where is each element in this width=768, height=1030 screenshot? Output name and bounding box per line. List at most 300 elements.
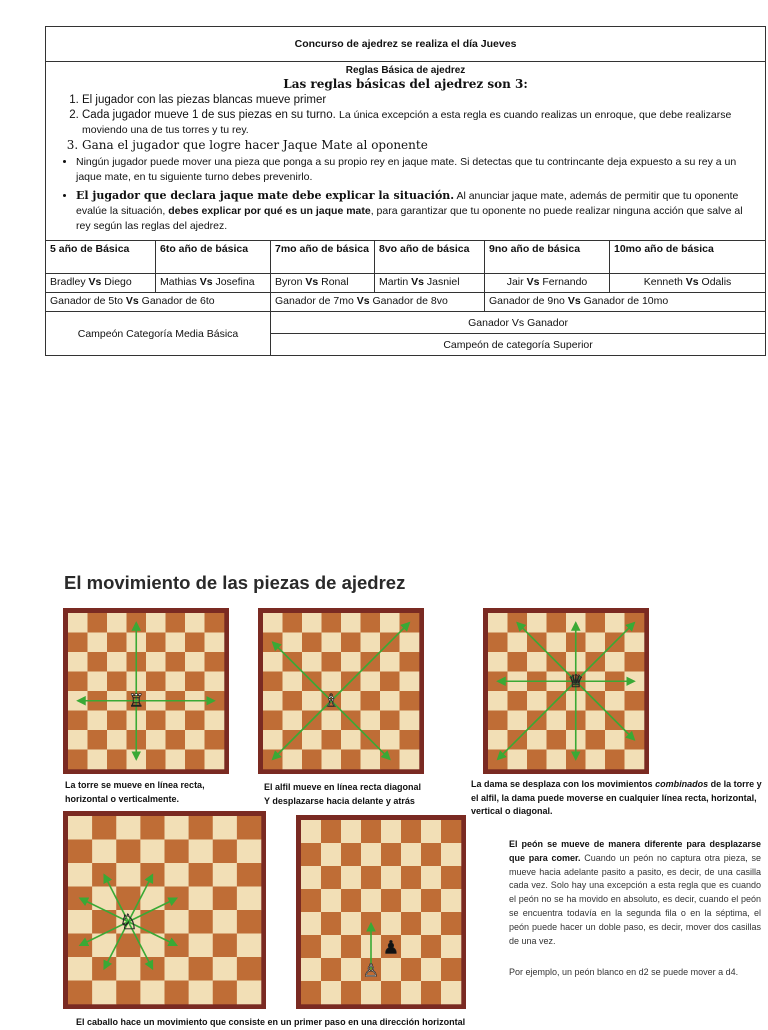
board-square — [401, 912, 421, 935]
bishop-caption-line1: El alfil mueve en línea recta diagonal — [264, 782, 422, 792]
rule-1: 1. El jugador con las piezas blancas mueve primer — [82, 93, 759, 108]
board-square — [421, 843, 441, 866]
board-square — [488, 711, 508, 731]
board-square — [547, 750, 567, 770]
board-square — [213, 910, 237, 934]
board-square — [625, 750, 645, 770]
board-square — [508, 633, 528, 653]
board-square — [263, 652, 283, 672]
board-square — [508, 652, 528, 672]
champion-middle-cell: Campeón Categoría Media Básica — [46, 312, 271, 356]
board-square — [380, 730, 400, 750]
board-square — [165, 981, 189, 1005]
board-square — [341, 866, 361, 889]
board-square — [165, 910, 189, 934]
board-square — [213, 887, 237, 911]
board-square — [381, 820, 401, 843]
board-square — [547, 633, 567, 653]
board-square — [88, 730, 108, 750]
final-match-cell: Ganador de 7mo Vs Ganador de 8vo — [271, 293, 485, 312]
board-square — [213, 934, 237, 958]
knight-caption: El caballo hace un movimiento que consiste en un primer paso en una dirección horizontal — [76, 1017, 466, 1027]
note-2-b: debes explicar por qué es un jaque mate — [168, 205, 371, 217]
white-bishop-icon: ♗ — [323, 691, 340, 712]
board-square — [166, 613, 186, 633]
board-square — [302, 633, 322, 653]
board-square — [237, 863, 261, 887]
board-square — [189, 863, 213, 887]
board-square — [189, 840, 213, 864]
board-square — [68, 840, 92, 864]
grade-header: 7mo año de básica — [271, 241, 375, 274]
board-square — [165, 934, 189, 958]
board-square — [116, 957, 140, 981]
board-square — [237, 957, 261, 981]
board-square — [185, 750, 205, 770]
board-square — [88, 672, 108, 692]
board-square — [322, 652, 342, 672]
board-square — [421, 981, 441, 1004]
board-square — [88, 633, 108, 653]
board-square — [140, 957, 164, 981]
board-square — [321, 889, 341, 912]
board-square — [205, 613, 225, 633]
board-square — [321, 820, 341, 843]
board-square — [508, 711, 528, 731]
board-square — [213, 957, 237, 981]
board-square — [586, 750, 606, 770]
board-square — [237, 910, 261, 934]
board-square — [341, 981, 361, 1004]
board-square — [116, 840, 140, 864]
winner-vs-winner-cell: Ganador Vs Ganador — [271, 312, 766, 334]
board-square — [421, 912, 441, 935]
board-square — [116, 863, 140, 887]
board-square — [321, 981, 341, 1004]
board-square — [341, 935, 361, 958]
board-square — [301, 981, 321, 1004]
board-square — [441, 935, 461, 958]
board-square — [341, 912, 361, 935]
match-cell: Martin Vs Jasniel — [375, 274, 485, 293]
board-square — [421, 935, 441, 958]
board-square — [381, 981, 401, 1004]
board-square — [237, 840, 261, 864]
grade-header: 8vo año de básica — [375, 241, 485, 274]
board-square — [205, 672, 225, 692]
board-square — [625, 633, 645, 653]
board-square — [166, 672, 186, 692]
match-cell: Kenneth Vs Odalis — [610, 274, 766, 293]
board-square — [322, 613, 342, 633]
board-square — [301, 843, 321, 866]
board-square — [527, 613, 547, 633]
board-square — [586, 711, 606, 731]
page-title: Concurso de ajedrez se realiza el día Jueves — [46, 27, 766, 62]
board-square — [166, 750, 186, 770]
board-square — [185, 672, 205, 692]
rook-board — [63, 608, 229, 774]
bishop-board — [258, 608, 424, 774]
board-square — [92, 981, 116, 1005]
board-square — [380, 711, 400, 731]
note-2 — [76, 188, 759, 234]
board-square — [107, 730, 127, 750]
board-square — [488, 613, 508, 633]
match-cell: Bradley Vs Diego — [46, 274, 156, 293]
match-cell: Mathias Vs Josefina — [156, 274, 271, 293]
board-square — [165, 840, 189, 864]
board-square — [283, 750, 303, 770]
board-square — [547, 711, 567, 731]
board-square — [341, 889, 361, 912]
board-square — [237, 981, 261, 1005]
board-square — [586, 633, 606, 653]
knight-board — [63, 811, 266, 1009]
board-square — [625, 711, 645, 731]
board-square — [68, 672, 88, 692]
board-square — [146, 633, 166, 653]
board-square — [165, 863, 189, 887]
board-square — [146, 613, 166, 633]
board-square — [283, 672, 303, 692]
board-square — [527, 750, 547, 770]
board-square — [401, 935, 421, 958]
board-square — [301, 866, 321, 889]
board-square — [361, 711, 381, 731]
board-square — [321, 843, 341, 866]
board-square — [205, 652, 225, 672]
board-square — [213, 863, 237, 887]
board-square — [302, 691, 322, 711]
grade-header: 9no año de básica — [485, 241, 610, 274]
board-square — [116, 981, 140, 1005]
board-square — [213, 840, 237, 864]
board-square — [401, 820, 421, 843]
board-square — [381, 843, 401, 866]
board-square — [321, 935, 341, 958]
board-square — [140, 840, 164, 864]
board-square — [441, 820, 461, 843]
board-square — [146, 672, 166, 692]
board-square — [381, 866, 401, 889]
queen-board — [483, 608, 649, 774]
note-1: • Ningún jugador puede mover una pieza que ponga a su propio rey en jaque mate. Si detectas que tu contrincante deja expuesto a su rey a un jaque mate, en tu siguiente turno debes prevenirlo. — [76, 155, 759, 185]
board-square — [189, 887, 213, 911]
board-square — [605, 750, 625, 770]
match-cell: Byron Vs Ronal — [271, 274, 375, 293]
rules-list — [52, 93, 759, 153]
board-square — [441, 912, 461, 935]
board-square — [441, 981, 461, 1004]
board-square — [625, 652, 645, 672]
pawn-board — [296, 815, 466, 1009]
board-square — [68, 613, 88, 633]
board-square — [116, 816, 140, 840]
board-square — [146, 711, 166, 731]
board-square — [107, 633, 127, 653]
board-square — [341, 633, 361, 653]
board-square — [166, 652, 186, 672]
board-square — [166, 711, 186, 731]
rook-caption: La torre se mueve en línea recta, horizontal o verticalmente. — [65, 780, 205, 804]
board-square — [146, 652, 166, 672]
board-square — [146, 730, 166, 750]
rule-3: 3. Gana el jugador que logre hacer Jaque Mate al oponente — [82, 138, 759, 153]
grade-header: 6to año de básica — [156, 241, 271, 274]
board-square — [605, 691, 625, 711]
board-square — [237, 934, 261, 958]
board-square — [185, 633, 205, 653]
board-square — [401, 981, 421, 1004]
rule-2-detail: La única excepción a esta regla es cuando realizas un enroque, que debe realizarse moviendo una de tus torres y tu rey. — [82, 109, 732, 136]
board-square — [68, 633, 88, 653]
board-square — [107, 711, 127, 731]
bishop-caption — [264, 781, 464, 808]
board-square — [166, 730, 186, 750]
board-square — [341, 652, 361, 672]
board-square — [400, 672, 420, 692]
board-square — [488, 730, 508, 750]
board-square — [421, 866, 441, 889]
board-square — [205, 711, 225, 731]
board-square — [625, 691, 645, 711]
board-square — [68, 957, 92, 981]
board-square — [185, 613, 205, 633]
board-square — [527, 691, 547, 711]
board-square — [322, 750, 342, 770]
board-square — [301, 958, 321, 981]
rule-notes — [52, 155, 759, 234]
board-square — [107, 750, 127, 770]
board-square — [301, 820, 321, 843]
board-square — [322, 711, 342, 731]
board-square — [189, 910, 213, 934]
board-square — [441, 843, 461, 866]
board-square — [88, 613, 108, 633]
board-square — [166, 633, 186, 653]
rules-heading: Reglas Básica de ajedrez — [345, 65, 466, 76]
board-square — [508, 750, 528, 770]
board-square — [488, 633, 508, 653]
queen-caption: La dama se desplaza con los movimientos combinados de la torre y el alfil, la dama puede moverse en cualquier línea recta, horizontal, vertical o diagonal. — [471, 779, 762, 816]
board-square — [321, 912, 341, 935]
board-square — [189, 816, 213, 840]
board-square — [527, 652, 547, 672]
board-square — [488, 652, 508, 672]
board-square — [380, 652, 400, 672]
board-square — [421, 958, 441, 981]
grade-header: 10mo año de básica — [610, 241, 766, 274]
board-square — [400, 730, 420, 750]
note-2-a: Al anunciar jaque mate, además de permitir que tu oponente evalúe la situación, — [76, 190, 739, 217]
board-square — [185, 652, 205, 672]
board-square — [381, 912, 401, 935]
board-square — [441, 958, 461, 981]
board-square — [165, 887, 189, 911]
board-square — [380, 672, 400, 692]
board-square — [185, 711, 205, 731]
board-square — [146, 750, 166, 770]
board-square — [213, 981, 237, 1005]
board-square — [361, 633, 381, 653]
board-square — [189, 981, 213, 1005]
board-square — [213, 816, 237, 840]
board-square — [283, 633, 303, 653]
board-square — [361, 691, 381, 711]
board-square — [263, 672, 283, 692]
board-square — [441, 866, 461, 889]
board-square — [88, 652, 108, 672]
grade-header: 5 año de Básica — [46, 241, 156, 274]
board-square — [341, 958, 361, 981]
board-square — [301, 912, 321, 935]
board-square — [68, 816, 92, 840]
board-square — [488, 691, 508, 711]
white-queen-icon: ♕ — [567, 672, 584, 693]
board-square — [88, 711, 108, 731]
note-2-c: , para garantizar que tu oponente no puede realizar ninguna acción que salve al rey según las reglas del ajedrez. — [76, 205, 743, 232]
white-pawn-icon: ♙ — [362, 960, 380, 982]
board-square — [68, 730, 88, 750]
final-match-cell: Ganador de 9no Vs Ganador de 10mo — [485, 293, 766, 312]
board-square — [361, 981, 381, 1004]
board-square — [361, 750, 381, 770]
board-square — [92, 957, 116, 981]
board-square — [322, 633, 342, 653]
board-square — [527, 730, 547, 750]
board-square — [68, 711, 88, 731]
board-square — [361, 843, 381, 866]
board-square — [322, 730, 342, 750]
board-square — [107, 652, 127, 672]
board-square — [401, 889, 421, 912]
board-square — [400, 633, 420, 653]
board-square — [301, 935, 321, 958]
board-square — [421, 820, 441, 843]
board-square — [237, 887, 261, 911]
board-square — [302, 750, 322, 770]
final-match-cell: Ganador de 5to Vs Ganador de 6to — [46, 293, 271, 312]
rule-2 — [82, 108, 759, 138]
board-square — [107, 613, 127, 633]
board-square — [302, 613, 322, 633]
board-square — [605, 613, 625, 633]
board-square — [283, 691, 303, 711]
board-square — [361, 672, 381, 692]
board-square — [185, 730, 205, 750]
board-square — [263, 730, 283, 750]
board-square — [68, 981, 92, 1005]
board-square — [205, 633, 225, 653]
board-square — [380, 691, 400, 711]
board-square — [441, 889, 461, 912]
board-square — [586, 613, 606, 633]
board-square — [263, 691, 283, 711]
board-square — [341, 843, 361, 866]
board-square — [341, 730, 361, 750]
board-square — [68, 652, 88, 672]
board-square — [361, 889, 381, 912]
board-square — [605, 730, 625, 750]
board-square — [189, 957, 213, 981]
board-square — [605, 652, 625, 672]
board-square — [341, 691, 361, 711]
board-square — [341, 750, 361, 770]
board-square — [189, 934, 213, 958]
white-rook-icon: ♖ — [128, 691, 145, 712]
champion-superior-cell: Campeón de categoría Superior — [271, 334, 766, 356]
board-square — [321, 958, 341, 981]
board-square — [205, 750, 225, 770]
competition-table — [45, 26, 766, 356]
board-square — [165, 816, 189, 840]
board-square — [321, 866, 341, 889]
board-square — [92, 840, 116, 864]
board-square — [237, 816, 261, 840]
white-knight-icon: ♘ — [118, 908, 138, 934]
board-square — [380, 613, 400, 633]
board-square — [107, 672, 127, 692]
board-square — [302, 730, 322, 750]
board-square — [92, 816, 116, 840]
board-square — [283, 613, 303, 633]
board-square — [400, 691, 420, 711]
rules-intro: Las reglas básicas del ajedrez son 3: — [283, 77, 528, 91]
rules-section — [46, 62, 766, 241]
board-square — [283, 711, 303, 731]
board-square — [205, 730, 225, 750]
board-square — [381, 958, 401, 981]
bishop-caption-line2: Y desplazarse hacia delante y atrás — [264, 795, 415, 806]
board-square — [381, 889, 401, 912]
board-square — [341, 820, 361, 843]
board-square — [165, 957, 189, 981]
pawn-example: Por ejemplo, un peón blanco en d2 se puede mover a d4. — [509, 967, 739, 977]
movement-title: El movimiento de las piezas de ajedrez — [64, 572, 406, 593]
board-square — [400, 750, 420, 770]
board-square — [322, 672, 342, 692]
board-square — [421, 889, 441, 912]
board-square — [400, 711, 420, 731]
board-square — [341, 613, 361, 633]
board-square — [401, 866, 421, 889]
board-square — [508, 691, 528, 711]
board-square — [401, 843, 421, 866]
rule-2-main: Cada jugador mueve 1 de sus piezas en su turno. — [82, 109, 336, 121]
board-square — [88, 750, 108, 770]
board-square — [140, 981, 164, 1005]
match-cell: Jair Vs Fernando — [485, 274, 610, 293]
board-square — [547, 613, 567, 633]
note-2-lead: El jugador que declara jaque mate debe explicar la situación. — [76, 189, 455, 202]
board-square — [68, 750, 88, 770]
board-square — [140, 816, 164, 840]
board-square — [361, 866, 381, 889]
board-square — [263, 613, 283, 633]
board-square — [361, 613, 381, 633]
board-square — [301, 889, 321, 912]
pawn-description: El peón se mueve de manera diferente para desplazarse que para comer. Cuando un peón no captura otra pieza, se mueve hacia adelante pasito a pasito, es decir, de una casilla cada vez. Solo hay una excepción a esta regla que es cuando el peón no se ha movido en absoluto, es decir, cuando el peón se encuentra todavía en la segunda fila o en la séptima, el peón puede hacer un doble paso, es decir, mover dos casillas de una vez. — [509, 839, 761, 946]
board-square — [263, 711, 283, 731]
black-pawn-icon: ♟ — [382, 937, 400, 959]
board-square — [302, 652, 322, 672]
board-square — [401, 958, 421, 981]
board-square — [547, 730, 567, 750]
board-square — [586, 730, 606, 750]
board-square — [68, 863, 92, 887]
board-square — [68, 910, 92, 934]
